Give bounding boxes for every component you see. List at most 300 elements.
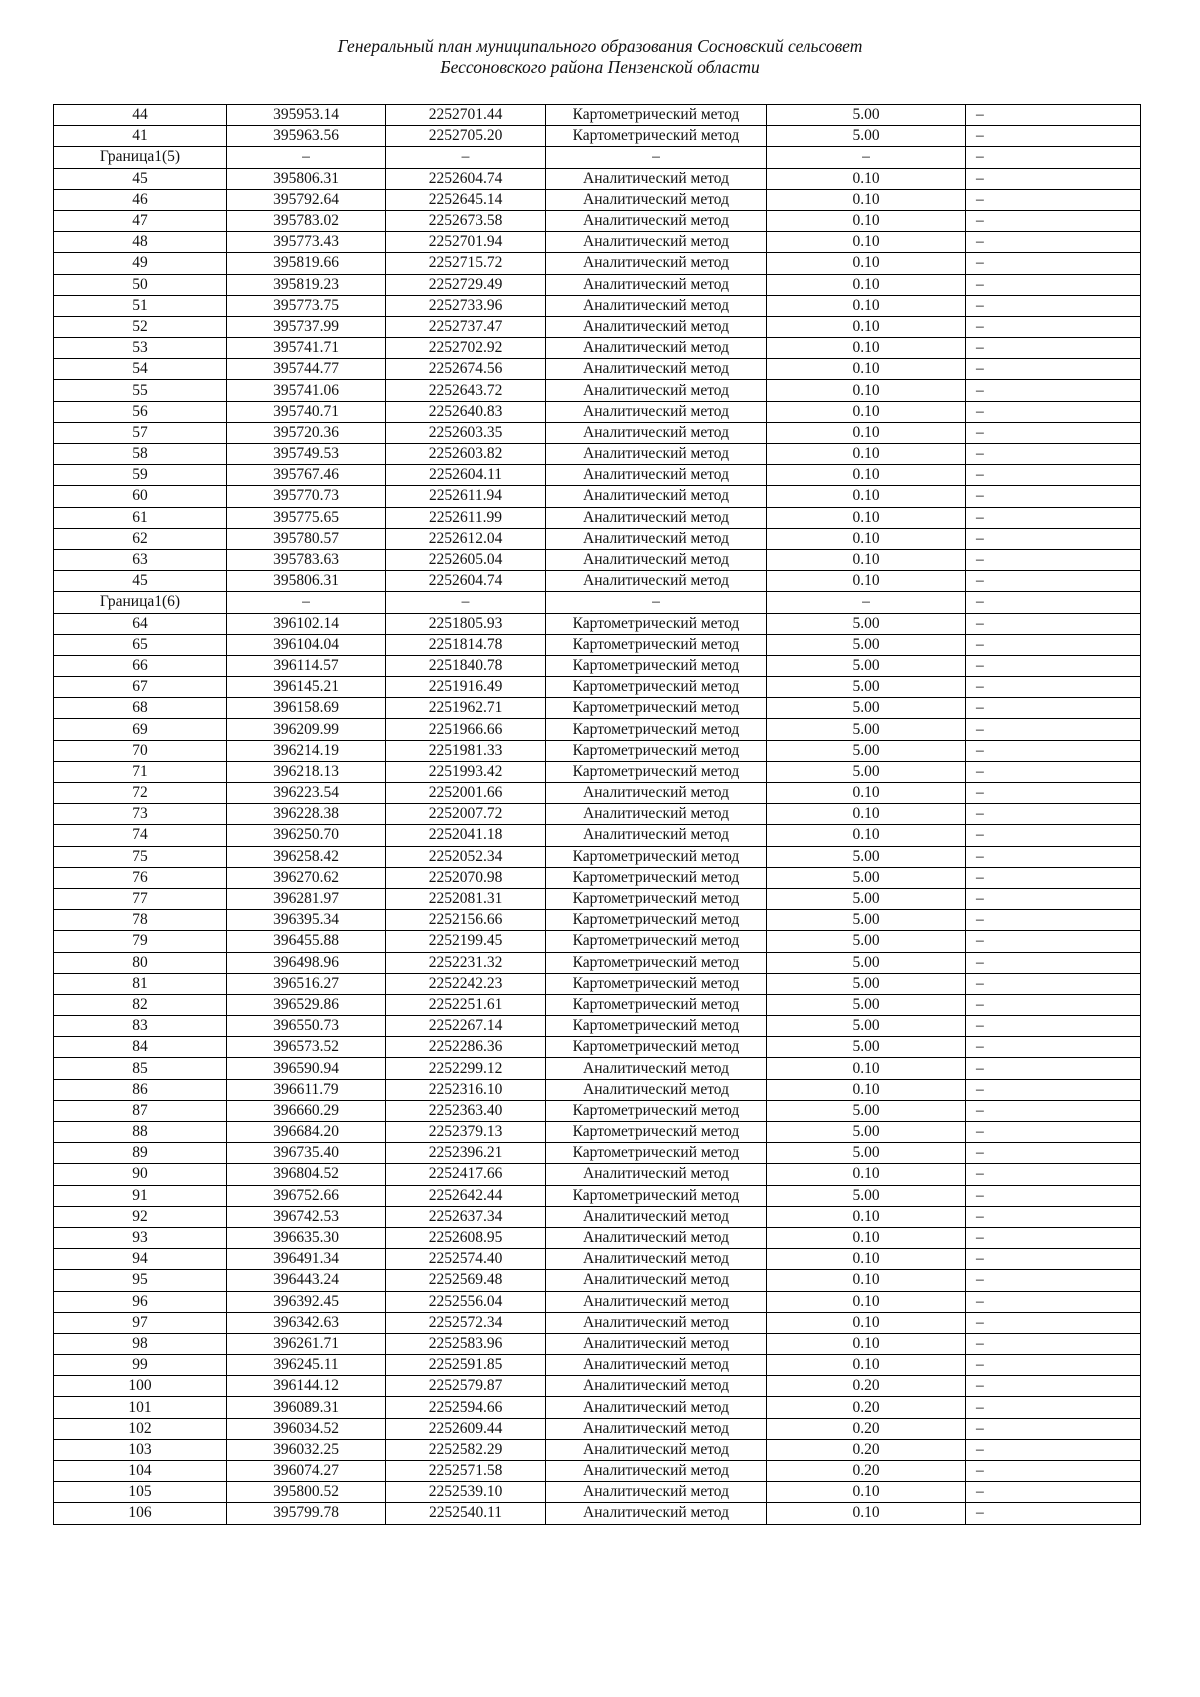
y-coordinate-cell: 2251840.78 <box>386 655 546 676</box>
point-number-cell: 56 <box>54 401 227 422</box>
method-cell: Картометрический метод <box>546 994 767 1015</box>
method-cell: Аналитический метод <box>546 1079 767 1100</box>
point-number-cell: 65 <box>54 634 227 655</box>
x-coordinate-cell: 396443.24 <box>227 1270 386 1291</box>
table-row <box>54 1143 1141 1164</box>
x-coordinate-cell: 395767.46 <box>227 465 386 486</box>
description-cell: – <box>966 1122 1141 1143</box>
method-cell: Аналитический метод <box>546 380 767 401</box>
accuracy-cell: 0.10 <box>767 528 966 549</box>
point-number-cell: 75 <box>54 846 227 867</box>
x-coordinate-cell: 396660.29 <box>227 1100 386 1121</box>
accuracy-cell: 0.10 <box>767 1312 966 1333</box>
y-coordinate-cell: – <box>386 592 546 613</box>
x-coordinate-cell: 396392.45 <box>227 1291 386 1312</box>
description-cell: – <box>966 1143 1141 1164</box>
x-coordinate-cell: 395744.77 <box>227 359 386 380</box>
point-number-cell: 84 <box>54 1037 227 1058</box>
y-coordinate-cell: 2252572.34 <box>386 1312 546 1333</box>
x-coordinate-cell: 396258.42 <box>227 846 386 867</box>
method-cell: Аналитический метод <box>546 1376 767 1397</box>
accuracy-cell: 0.10 <box>767 1164 966 1185</box>
description-cell: – <box>966 698 1141 719</box>
method-cell: Картометрический метод <box>546 931 767 952</box>
point-number-cell: 86 <box>54 1079 227 1100</box>
y-coordinate-cell: – <box>386 147 546 168</box>
table-row <box>54 698 1141 719</box>
accuracy-cell: 0.10 <box>767 1249 966 1270</box>
y-coordinate-cell: 2252674.56 <box>386 359 546 380</box>
accuracy-cell: 0.10 <box>767 1079 966 1100</box>
point-number-cell: 100 <box>54 1376 227 1397</box>
table-row <box>54 105 1141 126</box>
y-coordinate-cell: 2252729.49 <box>386 274 546 295</box>
accuracy-cell: 0.10 <box>767 316 966 337</box>
x-coordinate-cell: 396144.12 <box>227 1376 386 1397</box>
table-row <box>54 338 1141 359</box>
description-cell: – <box>966 1291 1141 1312</box>
point-number-cell: 50 <box>54 274 227 295</box>
description-cell: – <box>966 507 1141 528</box>
point-number-cell: 106 <box>54 1503 227 1524</box>
point-number-cell: 48 <box>54 232 227 253</box>
y-coordinate-cell: 2252611.99 <box>386 507 546 528</box>
y-coordinate-cell: 2252604.11 <box>386 465 546 486</box>
table-row <box>54 973 1141 994</box>
y-coordinate-cell: 2252640.83 <box>386 401 546 422</box>
point-number-cell: 45 <box>54 168 227 189</box>
accuracy-cell: 5.00 <box>767 677 966 698</box>
table-row <box>54 655 1141 676</box>
accuracy-cell: 5.00 <box>767 105 966 126</box>
x-coordinate-cell: 396034.52 <box>227 1418 386 1439</box>
description-cell: – <box>966 655 1141 676</box>
x-coordinate-cell: 396250.70 <box>227 825 386 846</box>
y-coordinate-cell: 2252540.11 <box>386 1503 546 1524</box>
table-row <box>54 1164 1141 1185</box>
x-coordinate-cell: 395775.65 <box>227 507 386 528</box>
method-cell: Аналитический метод <box>546 825 767 846</box>
x-coordinate-cell: 396684.20 <box>227 1122 386 1143</box>
x-coordinate-cell: 396089.31 <box>227 1397 386 1418</box>
y-coordinate-cell: 2252379.13 <box>386 1122 546 1143</box>
accuracy-cell: 0.10 <box>767 1291 966 1312</box>
x-coordinate-cell: 395720.36 <box>227 422 386 443</box>
y-coordinate-cell: 2252594.66 <box>386 1397 546 1418</box>
accuracy-cell: 5.00 <box>767 634 966 655</box>
point-number-cell: 73 <box>54 804 227 825</box>
y-coordinate-cell: 2252605.04 <box>386 549 546 570</box>
method-cell: Картометрический метод <box>546 846 767 867</box>
point-number-cell: 93 <box>54 1227 227 1248</box>
point-number-cell: 53 <box>54 338 227 359</box>
method-cell: Аналитический метод <box>546 1355 767 1376</box>
point-number-cell: 57 <box>54 422 227 443</box>
header-title-line2: Бессоновского района Пензенской области <box>440 57 760 77</box>
point-number-cell: 60 <box>54 486 227 507</box>
method-cell: Аналитический метод <box>546 1058 767 1079</box>
accuracy-cell: – <box>767 147 966 168</box>
description-cell: – <box>966 1227 1141 1248</box>
y-coordinate-cell: 2252286.36 <box>386 1037 546 1058</box>
point-number-cell: 67 <box>54 677 227 698</box>
y-coordinate-cell: 2252574.40 <box>386 1249 546 1270</box>
method-cell: Аналитический метод <box>546 274 767 295</box>
accuracy-cell: 5.00 <box>767 1100 966 1121</box>
accuracy-cell: 5.00 <box>767 952 966 973</box>
description-cell: – <box>966 253 1141 274</box>
y-coordinate-cell: 2252604.74 <box>386 168 546 189</box>
method-cell: Аналитический метод <box>546 422 767 443</box>
point-number-cell: 104 <box>54 1461 227 1482</box>
point-number-cell: 91 <box>54 1185 227 1206</box>
y-coordinate-cell: 2252705.20 <box>386 126 546 147</box>
accuracy-cell: 0.20 <box>767 1376 966 1397</box>
accuracy-cell: 5.00 <box>767 1016 966 1037</box>
method-cell: Аналитический метод <box>546 1503 767 1524</box>
point-number-cell: 47 <box>54 210 227 231</box>
x-coordinate-cell: 396114.57 <box>227 655 386 676</box>
method-cell: Аналитический метод <box>546 1206 767 1227</box>
method-cell: Аналитический метод <box>546 1439 767 1460</box>
point-number-cell: 105 <box>54 1482 227 1503</box>
y-coordinate-cell: 2251966.66 <box>386 719 546 740</box>
y-coordinate-cell: 2252609.44 <box>386 1418 546 1439</box>
description-cell: – <box>966 380 1141 401</box>
method-cell: Аналитический метод <box>546 1291 767 1312</box>
description-cell: – <box>966 888 1141 909</box>
description-cell: – <box>966 1482 1141 1503</box>
point-number-cell: 81 <box>54 973 227 994</box>
accuracy-cell: 0.10 <box>767 1333 966 1354</box>
table-row <box>54 1100 1141 1121</box>
description-cell: – <box>966 1164 1141 1185</box>
method-cell: Картометрический метод <box>546 761 767 782</box>
description-cell: – <box>966 444 1141 465</box>
accuracy-cell: 0.10 <box>767 1482 966 1503</box>
table-row <box>54 571 1141 592</box>
y-coordinate-cell: 2252299.12 <box>386 1058 546 1079</box>
point-number-cell: 49 <box>54 253 227 274</box>
accuracy-cell: – <box>767 592 966 613</box>
description-cell: – <box>966 549 1141 570</box>
method-cell: Картометрический метод <box>546 888 767 909</box>
accuracy-cell: 5.00 <box>767 698 966 719</box>
x-coordinate-cell: 396158.69 <box>227 698 386 719</box>
point-number-cell: 102 <box>54 1418 227 1439</box>
method-cell: – <box>546 147 767 168</box>
method-cell: Аналитический метод <box>546 295 767 316</box>
table-row <box>54 1439 1141 1460</box>
accuracy-cell: 0.10 <box>767 359 966 380</box>
accuracy-cell: 0.10 <box>767 189 966 210</box>
x-coordinate-cell: 396228.38 <box>227 804 386 825</box>
method-cell: Аналитический метод <box>546 549 767 570</box>
description-cell: – <box>966 232 1141 253</box>
table-row <box>54 1206 1141 1227</box>
method-cell: Картометрический метод <box>546 1100 767 1121</box>
y-coordinate-cell: 2251962.71 <box>386 698 546 719</box>
y-coordinate-cell: 2252231.32 <box>386 952 546 973</box>
x-coordinate-cell: 396742.53 <box>227 1206 386 1227</box>
description-cell: – <box>966 126 1141 147</box>
description-cell: – <box>966 189 1141 210</box>
x-coordinate-cell: 396245.11 <box>227 1355 386 1376</box>
table-row <box>54 210 1141 231</box>
method-cell: Аналитический метод <box>546 486 767 507</box>
table-row <box>54 147 1141 168</box>
point-number-cell: 82 <box>54 994 227 1015</box>
point-number-cell: 101 <box>54 1397 227 1418</box>
x-coordinate-cell: 395770.73 <box>227 486 386 507</box>
table-row <box>54 1397 1141 1418</box>
description-cell: – <box>966 931 1141 952</box>
x-coordinate-cell: 396735.40 <box>227 1143 386 1164</box>
table-row <box>54 867 1141 888</box>
description-cell: – <box>966 1270 1141 1291</box>
point-number-cell: 41 <box>54 126 227 147</box>
description-cell: – <box>966 1249 1141 1270</box>
x-coordinate-cell: 395783.02 <box>227 210 386 231</box>
method-cell: Аналитический метод <box>546 1270 767 1291</box>
table-row <box>54 994 1141 1015</box>
x-coordinate-cell: 396611.79 <box>227 1079 386 1100</box>
point-number-cell: 95 <box>54 1270 227 1291</box>
table-row <box>54 910 1141 931</box>
point-number-cell: 98 <box>54 1333 227 1354</box>
description-cell: – <box>966 719 1141 740</box>
x-coordinate-cell: 396395.34 <box>227 910 386 931</box>
y-coordinate-cell: 2252645.14 <box>386 189 546 210</box>
description-cell: – <box>966 338 1141 359</box>
table-row <box>54 507 1141 528</box>
point-number-cell: 70 <box>54 740 227 761</box>
description-cell: – <box>966 634 1141 655</box>
description-cell: – <box>966 274 1141 295</box>
table-row <box>54 168 1141 189</box>
x-coordinate-cell: 396804.52 <box>227 1164 386 1185</box>
accuracy-cell: 5.00 <box>767 655 966 676</box>
table-row <box>54 528 1141 549</box>
accuracy-cell: 0.10 <box>767 571 966 592</box>
y-coordinate-cell: 2252733.96 <box>386 295 546 316</box>
x-coordinate-cell: 395740.71 <box>227 401 386 422</box>
description-cell: – <box>966 783 1141 804</box>
table-row <box>54 380 1141 401</box>
point-number-cell: 59 <box>54 465 227 486</box>
point-number-cell: 92 <box>54 1206 227 1227</box>
x-coordinate-cell: – <box>227 147 386 168</box>
y-coordinate-cell: 2252081.31 <box>386 888 546 909</box>
table-row <box>54 634 1141 655</box>
y-coordinate-cell: 2252052.34 <box>386 846 546 867</box>
accuracy-cell: 0.10 <box>767 168 966 189</box>
accuracy-cell: 0.10 <box>767 338 966 359</box>
table-row <box>54 613 1141 634</box>
table-row <box>54 1227 1141 1248</box>
description-cell: – <box>966 973 1141 994</box>
y-coordinate-cell: 2252737.47 <box>386 316 546 337</box>
method-cell: Картометрический метод <box>546 677 767 698</box>
point-number-cell: 94 <box>54 1249 227 1270</box>
description-cell: – <box>966 1439 1141 1460</box>
accuracy-cell: 5.00 <box>767 1122 966 1143</box>
y-coordinate-cell: 2252267.14 <box>386 1016 546 1037</box>
method-cell: Картометрический метод <box>546 867 767 888</box>
method-cell: Аналитический метод <box>546 465 767 486</box>
description-cell: – <box>966 804 1141 825</box>
y-coordinate-cell: 2252608.95 <box>386 1227 546 1248</box>
accuracy-cell: 0.10 <box>767 274 966 295</box>
table-row <box>54 359 1141 380</box>
method-cell: Картометрический метод <box>546 1143 767 1164</box>
x-coordinate-cell: 395773.75 <box>227 295 386 316</box>
method-cell: Аналитический метод <box>546 1249 767 1270</box>
table-row <box>54 783 1141 804</box>
accuracy-cell: 5.00 <box>767 126 966 147</box>
table-row <box>54 316 1141 337</box>
x-coordinate-cell: 396342.63 <box>227 1312 386 1333</box>
description-cell: – <box>966 846 1141 867</box>
description-cell: – <box>966 1355 1141 1376</box>
point-number-cell: 52 <box>54 316 227 337</box>
y-coordinate-cell: 2252007.72 <box>386 804 546 825</box>
x-coordinate-cell: 396498.96 <box>227 952 386 973</box>
accuracy-cell: 0.10 <box>767 465 966 486</box>
x-coordinate-cell: 396281.97 <box>227 888 386 909</box>
method-cell: Картометрический метод <box>546 740 767 761</box>
description-cell: – <box>966 592 1141 613</box>
accuracy-cell: 5.00 <box>767 846 966 867</box>
y-coordinate-cell: 2251993.42 <box>386 761 546 782</box>
table-row <box>54 1185 1141 1206</box>
method-cell: Аналитический метод <box>546 316 767 337</box>
x-coordinate-cell: 396550.73 <box>227 1016 386 1037</box>
point-number-cell: 89 <box>54 1143 227 1164</box>
y-coordinate-cell: 2252569.48 <box>386 1270 546 1291</box>
table-row <box>54 592 1141 613</box>
method-cell: Аналитический метод <box>546 401 767 422</box>
table-row <box>54 846 1141 867</box>
coordinates-table-body <box>54 105 1141 1525</box>
table-row <box>54 825 1141 846</box>
description-cell: – <box>966 1206 1141 1227</box>
point-number-cell: 62 <box>54 528 227 549</box>
table-row <box>54 1418 1141 1439</box>
x-coordinate-cell: 395783.63 <box>227 549 386 570</box>
method-cell: Аналитический метод <box>546 1397 767 1418</box>
y-coordinate-cell: 2252571.58 <box>386 1461 546 1482</box>
point-number-cell: 68 <box>54 698 227 719</box>
header-title-line1: Генеральный план муниципального образования Сосновский сельсовет <box>337 36 863 56</box>
accuracy-cell: 0.10 <box>767 1206 966 1227</box>
description-cell: – <box>966 105 1141 126</box>
x-coordinate-cell: 396223.54 <box>227 783 386 804</box>
accuracy-cell: 0.10 <box>767 1058 966 1079</box>
point-number-cell: 64 <box>54 613 227 634</box>
description-cell: – <box>966 1079 1141 1100</box>
table-row <box>54 444 1141 465</box>
accuracy-cell: 0.10 <box>767 401 966 422</box>
accuracy-cell: 5.00 <box>767 931 966 952</box>
description-cell: – <box>966 295 1141 316</box>
x-coordinate-cell: 396573.52 <box>227 1037 386 1058</box>
table-row <box>54 931 1141 952</box>
method-cell: Картометрический метод <box>546 1185 767 1206</box>
point-number-cell: 46 <box>54 189 227 210</box>
method-cell: Аналитический метод <box>546 359 767 380</box>
description-cell: – <box>966 401 1141 422</box>
x-coordinate-cell: 396261.71 <box>227 1333 386 1354</box>
description-cell: – <box>966 994 1141 1015</box>
x-coordinate-cell: 396752.66 <box>227 1185 386 1206</box>
method-cell: Картометрический метод <box>546 655 767 676</box>
point-number-cell: 66 <box>54 655 227 676</box>
method-cell: Картометрический метод <box>546 698 767 719</box>
point-number-cell: 83 <box>54 1016 227 1037</box>
point-number-cell: Граница1(5) <box>54 147 227 168</box>
accuracy-cell: 0.10 <box>767 1503 966 1524</box>
table-row <box>54 422 1141 443</box>
description-cell: – <box>966 1312 1141 1333</box>
x-coordinate-cell: 395792.64 <box>227 189 386 210</box>
y-coordinate-cell: 2251981.33 <box>386 740 546 761</box>
point-number-cell: 78 <box>54 910 227 931</box>
table-row <box>54 549 1141 570</box>
table-row <box>54 740 1141 761</box>
method-cell: Аналитический метод <box>546 1461 767 1482</box>
table-row <box>54 1503 1141 1524</box>
method-cell: Аналитический метод <box>546 571 767 592</box>
point-number-cell: 90 <box>54 1164 227 1185</box>
y-coordinate-cell: 2252539.10 <box>386 1482 546 1503</box>
description-cell: – <box>966 1418 1141 1439</box>
table-row <box>54 719 1141 740</box>
method-cell: Картометрический метод <box>546 1122 767 1143</box>
table-row <box>54 126 1141 147</box>
table-row <box>54 1249 1141 1270</box>
x-coordinate-cell: 395819.23 <box>227 274 386 295</box>
x-coordinate-cell: 395806.31 <box>227 571 386 592</box>
x-coordinate-cell: 395737.99 <box>227 316 386 337</box>
table-row <box>54 761 1141 782</box>
accuracy-cell: 0.10 <box>767 1227 966 1248</box>
accuracy-cell: 0.10 <box>767 444 966 465</box>
accuracy-cell: 0.10 <box>767 253 966 274</box>
method-cell: Аналитический метод <box>546 528 767 549</box>
method-cell: Аналитический метод <box>546 1227 767 1248</box>
description-cell: – <box>966 761 1141 782</box>
description-cell: – <box>966 422 1141 443</box>
y-coordinate-cell: 2252715.72 <box>386 253 546 274</box>
accuracy-cell: 5.00 <box>767 994 966 1015</box>
accuracy-cell: 0.20 <box>767 1439 966 1460</box>
method-cell: Аналитический метод <box>546 1333 767 1354</box>
table-row <box>54 804 1141 825</box>
accuracy-cell: 5.00 <box>767 761 966 782</box>
x-coordinate-cell: 396074.27 <box>227 1461 386 1482</box>
method-cell: Аналитический метод <box>546 232 767 253</box>
accuracy-cell: 0.10 <box>767 1270 966 1291</box>
table-row <box>54 1058 1141 1079</box>
point-number-cell: 103 <box>54 1439 227 1460</box>
accuracy-cell: 5.00 <box>767 867 966 888</box>
y-coordinate-cell: 2252612.04 <box>386 528 546 549</box>
table-row <box>54 1016 1141 1037</box>
point-number-cell: 96 <box>54 1291 227 1312</box>
y-coordinate-cell: 2252001.66 <box>386 783 546 804</box>
method-cell: Картометрический метод <box>546 973 767 994</box>
